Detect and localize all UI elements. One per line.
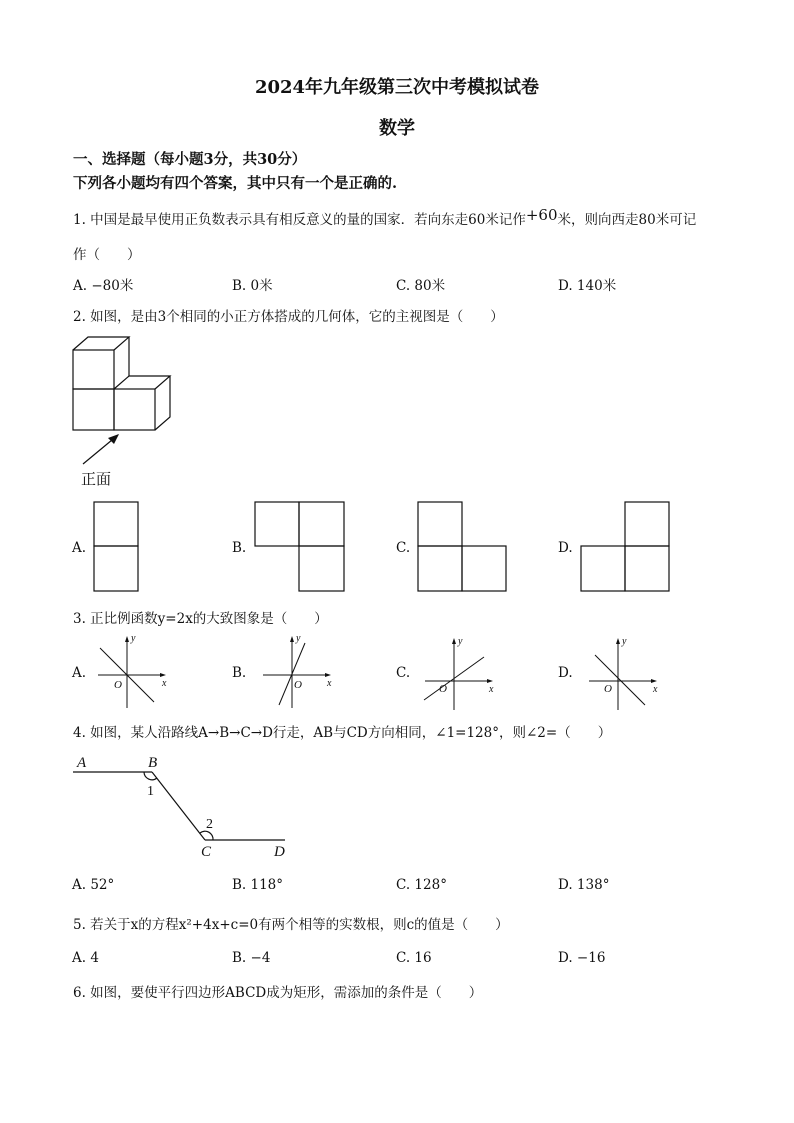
q3b-origin-label: O	[294, 679, 302, 691]
q3c-origin-label: O	[439, 683, 447, 695]
question-4: 4. 如图，某人沿路线A→B→C→D行走，AB与CD方向相同，∠1=128°，则∠2=（ ）	[73, 725, 612, 741]
question-1-text-cont: 米，则向西走80米可记	[557, 212, 697, 228]
point-b-label: B	[148, 755, 158, 771]
q1-option-c[interactable]: C. 80米	[396, 278, 446, 294]
q4-option-a[interactable]: A. 52°	[72, 877, 115, 893]
q2-option-b[interactable]: B.	[232, 540, 247, 556]
q3a-x-label: x	[162, 678, 167, 689]
q3b-x-label: x	[327, 678, 332, 689]
q3-option-c[interactable]: C.	[396, 665, 411, 681]
point-a-label: A	[77, 755, 87, 771]
question-3: 3. 正比例函数y=2x的大致图象是（ ）	[73, 611, 328, 627]
q5-option-c[interactable]: C. 16	[396, 950, 432, 966]
point-d-label: D	[274, 844, 285, 860]
question-1-line2: 作（ ）	[73, 247, 141, 263]
q3c-y-label: y	[458, 636, 463, 647]
section-instruction: 下列各小题均有四个答案，其中只有一个是正确的.	[73, 175, 398, 192]
exam-title: 2024年九年级第三次中考模拟试卷	[254, 77, 540, 98]
subject-title: 数学	[379, 118, 415, 139]
question-1-text: 1. 中国是最早使用正负数表示具有相反意义的量的国家．若向东走60米记作	[73, 212, 526, 228]
question-1-math: +60	[525, 206, 558, 224]
q1-option-a[interactable]: A. −80米	[73, 278, 134, 294]
q4-option-d[interactable]: D. 138°	[558, 877, 610, 893]
question-2: 2. 如图，是由3个相同的小正方体搭成的几何体，它的主视图是（ ）	[73, 309, 504, 325]
q3-option-b[interactable]: B.	[232, 665, 247, 681]
q1-option-d[interactable]: D. 140米	[558, 278, 617, 294]
question-5: 5. 若关于x的方程x²+4x+c=0有两个相等的实数根，则c的值是（ ）	[73, 917, 509, 933]
q3d-x-label: x	[653, 684, 658, 695]
q3c-x-label: x	[489, 684, 494, 695]
q5-option-b[interactable]: B. −4	[232, 950, 271, 966]
angle-2-label: 2	[206, 817, 213, 832]
q2-option-c[interactable]: C.	[396, 540, 411, 556]
question-6: 6. 如图，要使平行四边形ABCD成为矩形，需添加的条件是（ ）	[73, 985, 483, 1001]
q5-option-d[interactable]: D. −16	[558, 950, 606, 966]
q3a-origin-label: O	[114, 679, 122, 691]
q2-option-a[interactable]: A.	[72, 540, 87, 556]
front-label: 正面	[81, 470, 112, 488]
angle-1-label: 1	[147, 784, 154, 799]
q4-option-c[interactable]: C. 128°	[396, 877, 447, 893]
q3a-y-label: y	[131, 633, 136, 644]
q5-option-a[interactable]: A. 4	[72, 950, 99, 966]
q3d-y-label: y	[622, 636, 627, 647]
q3-option-d[interactable]: D.	[558, 665, 573, 681]
q4-option-b[interactable]: B. 118°	[232, 877, 284, 893]
q3-option-a[interactable]: A.	[72, 665, 87, 681]
section-heading: 一、选择题（每小题3分，共30分）	[73, 151, 307, 168]
point-c-label: C	[201, 844, 212, 860]
q1-option-b[interactable]: B. 0米	[232, 278, 273, 294]
q2-option-d[interactable]: D.	[558, 540, 573, 556]
q3d-origin-label: O	[604, 683, 612, 695]
q3b-y-label: y	[296, 633, 301, 644]
